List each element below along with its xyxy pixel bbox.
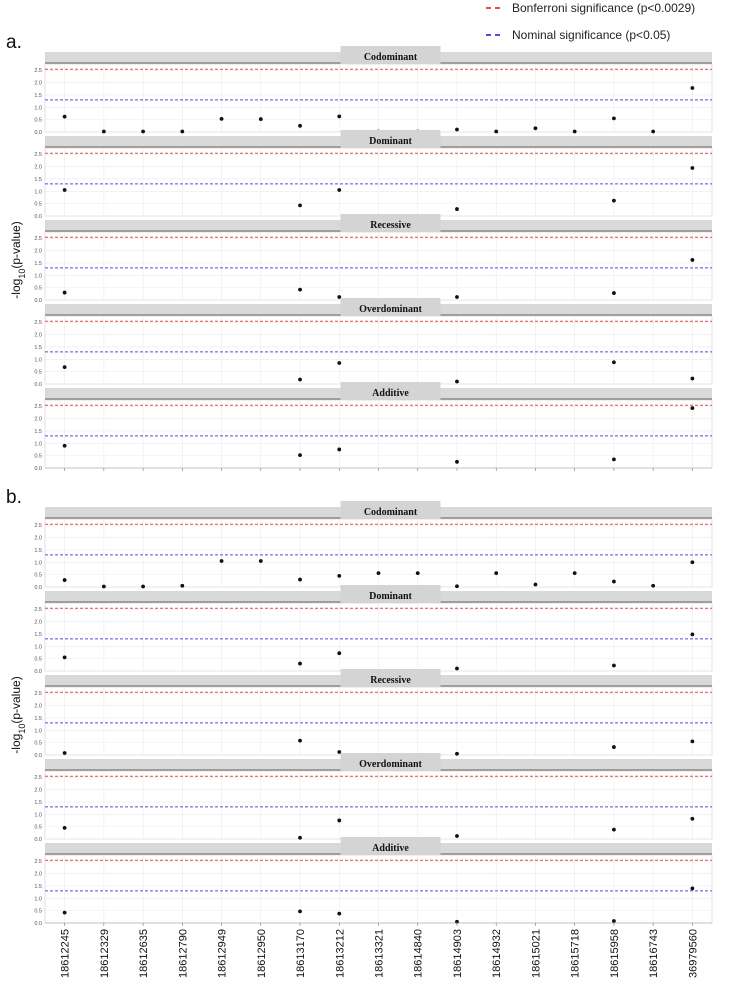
x-tick-label: 18612635 xyxy=(138,929,151,978)
data-point xyxy=(337,912,341,916)
data-point xyxy=(337,115,341,119)
x-tick-label: 18613212 xyxy=(334,929,347,978)
y-tick-label: 0.5 xyxy=(34,201,42,208)
y-tick-label: 2.0 xyxy=(34,164,42,171)
facet-panel-codominant xyxy=(34,46,712,136)
x-tick-label: 18616743 xyxy=(648,929,661,978)
data-point xyxy=(455,380,459,384)
data-point xyxy=(690,377,694,381)
y-tick-label: 1.0 xyxy=(34,896,42,903)
y-tick-label: 0.5 xyxy=(34,740,42,747)
facet-panel-codominant xyxy=(34,501,712,591)
data-point xyxy=(141,130,145,134)
y-tick-label: 1.5 xyxy=(34,428,42,435)
facet-panel-recessive xyxy=(34,669,712,759)
facet-panel-additive xyxy=(34,837,712,927)
data-point xyxy=(494,571,498,575)
data-point xyxy=(337,651,341,655)
panel-group-b xyxy=(6,487,712,927)
data-point xyxy=(298,124,302,128)
x-tick-label: 18612329 xyxy=(98,929,111,978)
data-point xyxy=(651,584,655,588)
y-tick-label: 2.5 xyxy=(34,404,42,411)
data-point xyxy=(612,457,616,461)
data-point xyxy=(690,740,694,744)
data-point xyxy=(220,117,224,121)
y-tick-label: 2.0 xyxy=(34,703,42,710)
y-tick-label: 1.0 xyxy=(34,105,42,112)
data-point xyxy=(337,574,341,578)
facet-label: Overdominant xyxy=(359,304,422,315)
x-tick-label: 18612949 xyxy=(216,929,229,978)
facet-label: Codominant xyxy=(363,52,418,63)
x-tick-label: 18613321 xyxy=(373,929,386,978)
data-point xyxy=(612,199,616,203)
y-axis-label: $-\log_{10}(p-value)$ xyxy=(9,676,27,754)
legend xyxy=(486,1,695,42)
y-tick-label: 2.5 xyxy=(34,152,42,159)
data-point xyxy=(690,258,694,262)
facet-label: Additive xyxy=(372,388,409,399)
y-tick-label: 0.5 xyxy=(34,117,42,124)
x-tick-label: 18615718 xyxy=(569,929,582,978)
facet-label: Recessive xyxy=(370,220,411,231)
data-point xyxy=(455,834,459,838)
data-point xyxy=(612,919,616,923)
facet-panel-additive xyxy=(34,382,712,472)
facet-panel-overdominant xyxy=(34,753,712,843)
x-tick-label: 18613170 xyxy=(295,929,308,978)
data-point xyxy=(102,585,106,589)
facet-label: Dominant xyxy=(369,136,412,147)
y-tick-label: 1.0 xyxy=(34,189,42,196)
y-tick-label: 0.0 xyxy=(34,585,42,591)
y-tick-label: 0.5 xyxy=(34,656,42,663)
data-point xyxy=(455,667,459,671)
data-point xyxy=(612,580,616,584)
data-point xyxy=(63,656,67,660)
y-tick-label: 2.5 xyxy=(34,523,42,530)
y-tick-label: 1.5 xyxy=(34,344,42,351)
y-axis-label: $-\log_{10}(p-value)$ xyxy=(9,221,27,299)
facet-panel-overdominant xyxy=(34,298,712,388)
y-tick-label: 2.5 xyxy=(34,691,42,698)
facet-label: Recessive xyxy=(370,675,411,686)
data-point xyxy=(455,460,459,464)
facet-label: Codominant xyxy=(363,507,418,518)
y-tick-label: 0.5 xyxy=(34,369,42,376)
y-tick-label: 2.0 xyxy=(34,416,42,423)
y-tick-label: 2.0 xyxy=(34,787,42,794)
data-point xyxy=(612,360,616,364)
y-tick-label: 1.0 xyxy=(34,812,42,819)
data-point xyxy=(690,166,694,170)
y-tick-label: 1.0 xyxy=(34,357,42,364)
y-tick-label: 2.5 xyxy=(34,775,42,782)
x-tick-label: 18615958 xyxy=(608,929,621,978)
x-tick-label: 18612950 xyxy=(255,929,268,978)
data-point xyxy=(102,130,106,134)
data-point xyxy=(455,295,459,299)
y-tick-label: 1.5 xyxy=(34,799,42,806)
data-point xyxy=(690,86,694,90)
x-tick-label: 18615021 xyxy=(530,929,543,978)
data-point xyxy=(63,444,67,448)
data-point xyxy=(63,291,67,295)
y-tick-label: 1.5 xyxy=(34,883,42,890)
facet-panel-dominant xyxy=(34,130,712,220)
data-point xyxy=(298,739,302,743)
data-point xyxy=(180,130,184,134)
facet-panel-dominant xyxy=(34,585,712,675)
data-point xyxy=(377,571,381,575)
data-point xyxy=(337,819,341,823)
data-point xyxy=(298,836,302,840)
data-point xyxy=(63,365,67,369)
data-point xyxy=(298,909,302,913)
data-point xyxy=(455,584,459,588)
panel-letter: a. xyxy=(6,32,22,53)
facet-label: Additive xyxy=(372,843,409,854)
data-point xyxy=(337,188,341,192)
data-point xyxy=(220,559,224,563)
data-point xyxy=(63,911,67,915)
y-tick-label: 0.5 xyxy=(34,572,42,579)
data-point xyxy=(63,578,67,582)
y-tick-label: 0.0 xyxy=(34,130,42,136)
data-point xyxy=(690,886,694,890)
chart-groups xyxy=(6,32,712,978)
data-point xyxy=(63,188,67,192)
y-tick-label: 1.0 xyxy=(34,560,42,567)
y-tick-label: 0.0 xyxy=(34,214,42,220)
y-tick-label: 2.0 xyxy=(34,871,42,878)
y-tick-label: 2.0 xyxy=(34,80,42,87)
data-point xyxy=(63,826,67,830)
y-tick-label: 2.0 xyxy=(34,248,42,255)
y-tick-label: 0.0 xyxy=(34,298,42,304)
x-tick-label: 36979560 xyxy=(687,929,700,978)
legend-nominal-label: Nominal significance (p<0.05) xyxy=(512,28,671,42)
y-tick-label: 2.5 xyxy=(34,859,42,866)
data-point xyxy=(63,751,67,755)
data-point xyxy=(259,559,263,563)
data-point xyxy=(141,585,145,589)
data-point xyxy=(298,662,302,666)
data-point xyxy=(455,207,459,211)
data-point xyxy=(612,117,616,121)
data-point xyxy=(337,448,341,452)
y-tick-label: 2.5 xyxy=(34,236,42,243)
facet-label: Dominant xyxy=(369,591,412,602)
y-tick-label: 0.0 xyxy=(34,382,42,388)
data-point xyxy=(573,571,577,575)
x-tick-label: 18612790 xyxy=(177,929,190,978)
data-point xyxy=(612,664,616,668)
data-point xyxy=(298,288,302,292)
data-point xyxy=(690,817,694,821)
y-tick-label: 0.5 xyxy=(34,453,42,460)
data-point xyxy=(534,583,538,587)
data-point xyxy=(651,130,655,134)
y-tick-label: 2.5 xyxy=(34,68,42,75)
y-tick-label: 2.5 xyxy=(34,320,42,327)
data-point xyxy=(180,584,184,588)
data-point xyxy=(690,633,694,637)
y-tick-label: 0.5 xyxy=(34,824,42,831)
data-point xyxy=(494,130,498,134)
data-point xyxy=(63,115,67,119)
y-tick-label: 2.5 xyxy=(34,607,42,614)
data-point xyxy=(573,130,577,134)
y-tick-label: 1.5 xyxy=(34,260,42,267)
facet-label: Overdominant xyxy=(359,759,422,770)
data-point xyxy=(690,560,694,564)
y-tick-label: 0.5 xyxy=(34,285,42,292)
y-tick-label: 1.5 xyxy=(34,631,42,638)
x-tick-label: 18614903 xyxy=(451,929,464,978)
data-point xyxy=(455,752,459,756)
x-tick-label: 18614840 xyxy=(412,929,425,978)
x-tick-label: 18612245 xyxy=(59,929,72,978)
y-tick-label: 0.0 xyxy=(34,753,42,759)
data-point xyxy=(416,571,420,575)
x-tick-label: 18614932 xyxy=(491,929,504,978)
data-point xyxy=(455,128,459,132)
y-tick-label: 1.0 xyxy=(34,728,42,735)
y-tick-label: 1.5 xyxy=(34,176,42,183)
data-point xyxy=(534,126,538,130)
y-tick-label: 0.0 xyxy=(34,921,42,927)
y-tick-label: 1.5 xyxy=(34,547,42,554)
data-point xyxy=(612,828,616,832)
y-tick-label: 0.0 xyxy=(34,837,42,843)
legend-bonferroni-label: Bonferroni significance (p<0.0029) xyxy=(512,1,696,15)
data-point xyxy=(298,203,302,207)
y-tick-label: 0.0 xyxy=(34,466,42,472)
y-tick-label: 2.0 xyxy=(34,332,42,339)
y-tick-label: 1.5 xyxy=(34,715,42,722)
y-tick-label: 0.5 xyxy=(34,908,42,915)
data-point xyxy=(612,745,616,749)
data-point xyxy=(298,578,302,582)
y-tick-label: 1.0 xyxy=(34,273,42,280)
y-tick-label: 2.0 xyxy=(34,535,42,542)
y-tick-label: 0.0 xyxy=(34,669,42,675)
data-point xyxy=(337,361,341,365)
data-point xyxy=(259,117,263,121)
data-point xyxy=(298,378,302,382)
panel-letter: b. xyxy=(6,487,22,508)
data-point xyxy=(690,406,694,410)
panel-group-a xyxy=(6,32,712,472)
y-tick-label: 2.0 xyxy=(34,619,42,626)
y-tick-label: 1.0 xyxy=(34,441,42,448)
facet-panel-recessive xyxy=(34,214,712,304)
data-point xyxy=(298,453,302,457)
y-tick-label: 1.5 xyxy=(34,92,42,99)
data-point xyxy=(612,291,616,295)
y-tick-label: 1.0 xyxy=(34,644,42,651)
